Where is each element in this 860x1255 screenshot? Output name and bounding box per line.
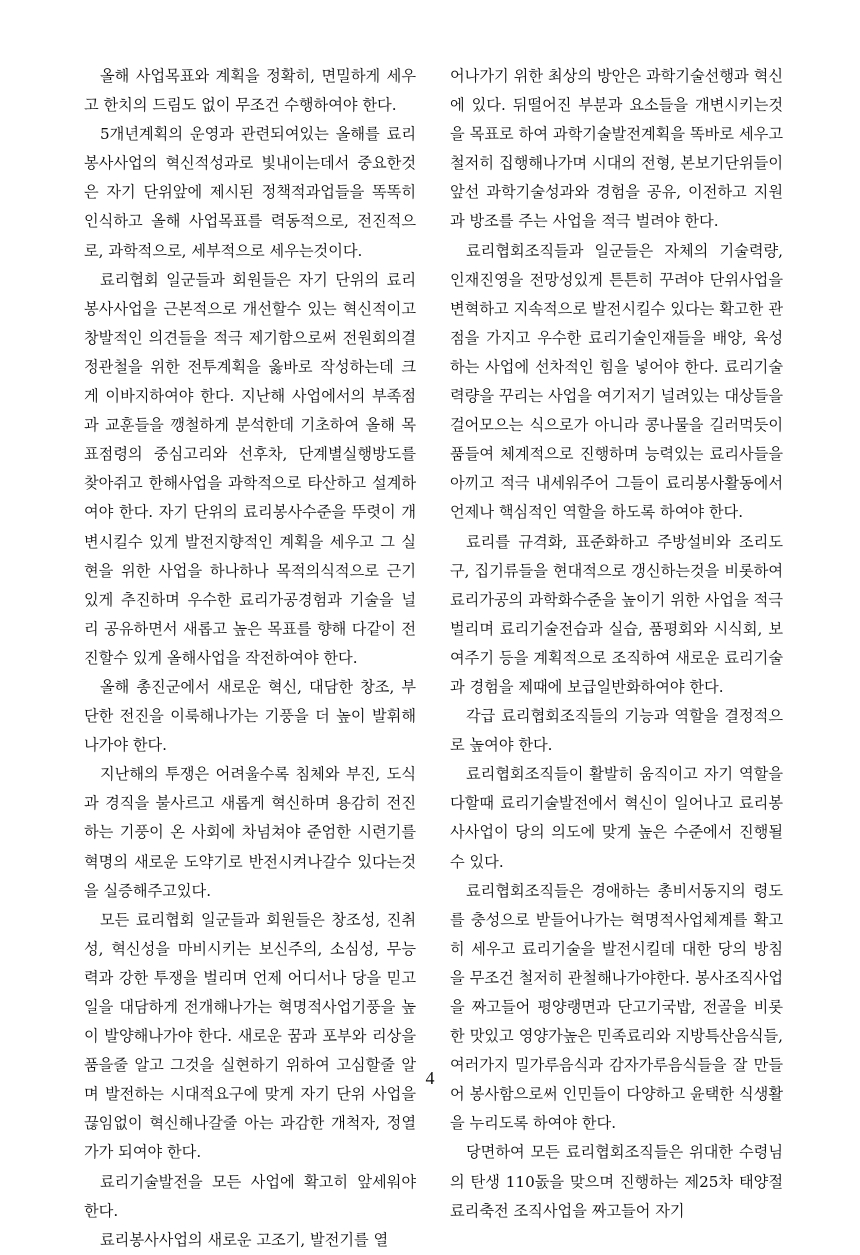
paragraph: 료리봉사사업의 새로운 고조기, 발전기를 열 bbox=[100, 1230, 389, 1249]
paragraph: 모든 료리협회 일군들과 회원들은 창조성, 진취성, 혁신성을 마비시키는 보신주의, 소심성, 무능력과 강한 투쟁을 벌리며 언제 어디서나 당을 믿고 일을 대담하게 전개해나가는 혁명적사업기풍을 높이 발양해나가야 한다. 새로운 꿈과 포부와 리상을 품을줄 알고 그것을 실현하기 위하여 고심할줄 알며 발전하는 시대적요구에 맞게 자기 단위 사업을 끊임없이 혁신해나갈줄 아는 과감한 개척자, 정열가가 되여야 한다. bbox=[84, 910, 416, 1162]
page-number: 4 bbox=[425, 1068, 435, 1088]
paragraph: 지난해의 투쟁은 어려울수록 침체와 부진, 도식과 경직을 불사르고 새롭게 혁신하며 용감히 전진하는 기풍이 온 사회에 차넘쳐야 준엄한 시련기를 혁명의 새로운 도약기로 반전시켜나갈수 있다는것을 실증해주고있다. bbox=[84, 765, 416, 900]
paragraph: 료리협회 일군들과 회원들은 자기 단위의 료리봉사사업을 근본적으로 개선할수 있는 혁신적이고 창발적인 의견들을 적극 제기함으로써 전원회의결정관철을 위한 전투계획을 옳바로 작성하는데 크게 이바지하여야 한다. 지난해 사업에서의 부족점과 교훈들을 깽철하게 분석한데 기초하여 올해 목표점령의 중심고리와 선후차, 단계별실행방도를 찾아쥐고 한해사업을 과학적으로 타산하고 설계하여야 한다. 자기 단위의 료리봉사수준을 뚜렷이 개변시킬수 있게 발전지향적인 계획을 세우고 그 실현을 위한 사업을 하나하나 목적의식적으로 근기있게 추진하며 우수한 료리가공경험과 기술을 널리 공유하면서 새롭고 높은 목표를 향해 다같이 전진할수 있게 올해사업을 작전하여야 한다. bbox=[84, 270, 416, 667]
paragraph: 료리를 규격화, 표준화하고 주방설비와 조리도구, 집기류들을 현대적으로 갱신하는것을 비롯하여 료리가공의 과학화수준을 높이기 위한 사업을 적극 벌리며 료리기술전습과 실습, 품평회와 시식회, 보여주기 등을 계획적으로 조직하여 새로운 료리기술과 경험을 제때에 보급일반화하여야 한다. bbox=[450, 532, 783, 696]
right-text-column bbox=[450, 62, 783, 1226]
paragraph: 료리협회조직들과 일군들은 자체의 기술력량, 인재진영을 전망성있게 튼튼히 꾸려야 단위사업을 변혁하고 지속적으로 발전시킬수 있다는 확고한 관점을 가지고 우수한 료리기술인재들을 배양, 육성하는 사업에 선차적인 힘을 넣어야 한다. 료리기술력량을 꾸리는 사업을 여기저기 널려있는 대상들을 걸어모으는 식으로가 아니라 콩나물을 길러먹듯이 품들여 체계적으로 진행하며 능력있는 료리사들을 아끼고 적극 내세워주어 그들이 료리봉사활동에서 언제나 핵심적인 역할을 하도록 하여야 한다. bbox=[450, 241, 783, 522]
paragraph: 료리협회조직들이 활발히 움직이고 자기 역할을 다할때 료리기술발전에서 혁신이 일어나고 료리봉사사업이 당의 의도에 맞게 높은 수준에서 진행될수 있다. bbox=[450, 765, 783, 871]
paragraph: 료리협회조직들은 경애하는 총비서동지의 령도를 충성으로 받들어나가는 혁명적사업체계를 확고히 세우고 료리기술을 발전시킬데 대한 당의 방침을 무조건 철저히 관철해나가야한다. 봉사조직사업을 짜고들어 평양랭면과 단고기국밥, 전골을 비롯한 맛있고 영양가높은 민족료리와 지방특산음식들, 여러가지 밀가루음식과 감자가루음식들을 잘 만들어 봉사함으로써 인민들이 다양하고 윤택한 식생활을 누리도록 하여야 한다. bbox=[450, 881, 783, 1133]
paragraph: 각급 료리협회조직들의 기능과 역할을 결정적으로 높여야 한다. bbox=[450, 707, 783, 755]
paragraph: 5개년계획의 운영과 관련되여있는 올해를 료리봉사사업의 혁신적성과로 빛내이는데서 중요한것은 자기 단위앞에 제시된 정책적과업들을 똑똑히 인식하고 올해 사업목표를 력동적으로, 전진적으로, 과학적으로, 세부적으로 세우는것이다. bbox=[84, 125, 416, 260]
paragraph: 올해 사업목표와 계획을 정확히, 면밀하게 세우고 한치의 드림도 없이 무조건 수행하여야 한다. bbox=[84, 67, 416, 115]
paragraph-continuation: 어나가기 위한 최상의 방안은 과학기술선행과 혁신에 있다. 뒤떨어진 부분과 요소들을 개변시키는것을 목표로 하여 과학기술발전계획을 똑바로 세우고 철저히 집행해나가며 시대의 전형, 본보기단위들이 앞선 과학기술성과와 경험을 공유, 이전하고 지원과 방조를 주는 사업을 적극 벌려야 한다. bbox=[450, 67, 783, 231]
paragraph: 당면하여 모든 료리협회조직들은 위대한 수령님의 탄생 110돐을 맞으며 진행하는 제25차 태양절료리축전 조직사업을 짜고들어 자기 bbox=[450, 1143, 783, 1220]
paragraph: 료리기술발전을 모든 사업에 확고히 앞세워야 한다. bbox=[84, 1172, 416, 1220]
paragraph: 올해 총진군에서 새로운 혁신, 대담한 창조, 부단한 전진을 이룩해나가는 기풍을 더 높이 발휘해나가야 한다. bbox=[84, 677, 416, 755]
